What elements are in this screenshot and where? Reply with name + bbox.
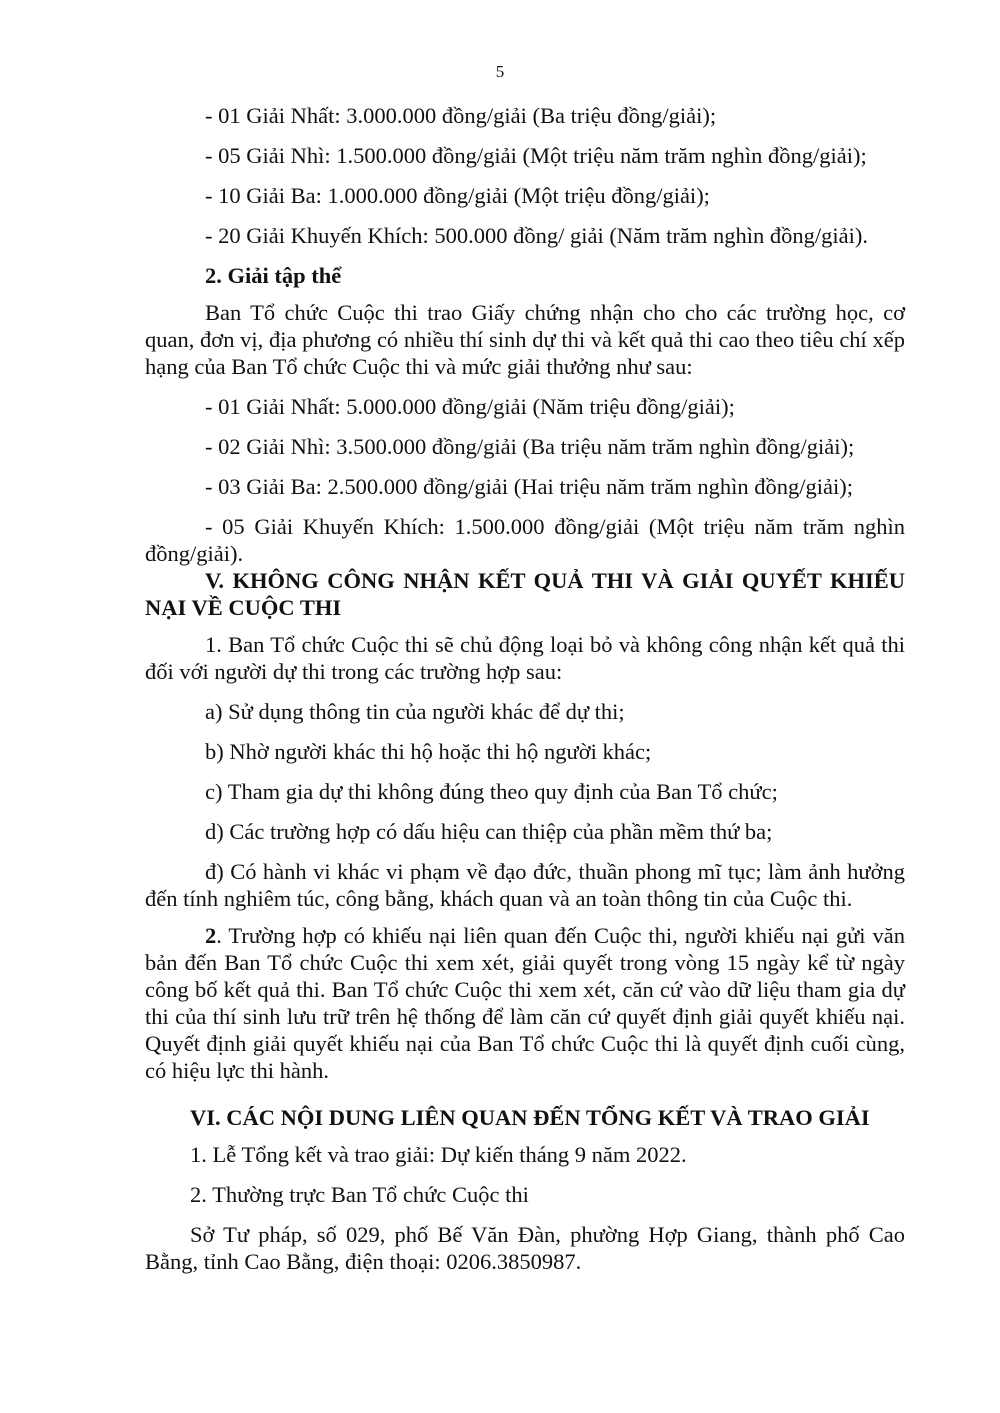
section-v-paragraph-2-text: . Trường hợp có khiếu nại liên quan đến Cuộc thi, người khiếu nại gửi văn bản đến Ban Tổ chức Cuộc thi xem xét, giải quyết trong vòng 15 ngày kể từ ngày công bố kết quả thi. Ban Tổ chức Cuộc thi xem xét, căn cứ vào dữ liệu tham gia dự thi của thí sinh lưu trữ trên hệ thống để làm căn cứ quyết định giải quyết khiếu nại. Quyết định giải quyết khiếu nại của Ban Tổ chức Cuộc thi là quyết định cuối cùng, có hiệu lực thi hành. [145,923,905,1083]
section-vi-heading: VI. CÁC NỘI DUNG LIÊN QUAN ĐẾN TỔNG KẾT VÀ TRAO GIẢI [190,1105,870,1130]
section-v-item-d: d) Các trường hợp có dấu hiệu can thiệp của phần mềm thứ ba; [205,819,773,844]
group-prize-1: - 01 Giải Nhất: 5.000.000 đồng/giải (Năm triệu đồng/giải); [205,394,735,419]
group-prize-4: - 05 Giải Khuyến Khích: 1.500.000 đồng/giải (Một triệu năm trăm nghìn đồng/giải). [145,514,905,566]
group-prize-intro: Ban Tổ chức Cuộc thi trao Giấy chứng nhận cho cho các trường học, cơ quan, đơn vị, địa phương có nhiều thí sinh dự thi và kết quả thi cao theo tiêu chí xếp hạng của Ban Tổ chức Cuộc thi và mức giải thưởng như sau: [145,300,905,379]
section-v-item-dd: đ) Có hành vi khác vi phạm về đạo đức, thuần phong mĩ tục; làm ảnh hưởng đến tính nghiêm túc, công bằng, khách quan và an toàn thông tin của Cuộc thi. [145,859,905,911]
section-v-paragraph-2-number: 2 [205,923,217,948]
section-vi-item-2: 2. Thường trực Ban Tổ chức Cuộc thi [190,1182,529,1207]
group-prize-2: - 02 Giải Nhì: 3.500.000 đồng/giải (Ba triệu năm trăm nghìn đồng/giải); [205,434,855,459]
section-v-item-a: a) Sử dụng thông tin của người khác để dự thi; [205,699,625,724]
section-vi-address: Sở Tư pháp, số 029, phố Bế Văn Đàn, phường Hợp Giang, thành phố Cao Bằng, tỉnh Cao Bằng, điện thoại: 0206.3850987. [145,1222,905,1274]
section-v-item-c: c) Tham gia dự thi không đúng theo quy định của Ban Tổ chức; [205,779,778,804]
group-prize-heading: 2. Giải tập thể [205,263,342,288]
individual-prize-3: - 10 Giải Ba: 1.000.000 đồng/giải (Một triệu đồng/giải); [205,183,710,208]
individual-prize-1: - 01 Giải Nhất: 3.000.000 đồng/giải (Ba triệu đồng/giải); [205,103,717,128]
group-prize-3: - 03 Giải Ba: 2.500.000 đồng/giải (Hai triệu năm trăm nghìn đồng/giải); [205,474,854,499]
individual-prize-2: - 05 Giải Nhì: 1.500.000 đồng/giải (Một triệu năm trăm nghìn đồng/giải); [205,143,867,168]
page-content [145,102,905,1275]
section-v-paragraph-2 [145,922,905,1084]
section-v-paragraph-1: 1. Ban Tổ chức Cuộc thi sẽ chủ động loại bỏ và không công nhận kết quả thi đối với người dự thi trong các trường hợp sau: [145,632,905,684]
section-v-item-b: b) Nhờ người khác thi hộ hoặc thi hộ người khác; [205,739,652,764]
section-vi-item-1: 1. Lễ Tổng kết và trao giải: Dự kiến tháng 9 năm 2022. [190,1142,687,1167]
individual-prize-4: - 20 Giải Khuyến Khích: 500.000 đồng/ giải (Năm trăm nghìn đồng/giải). [205,223,869,248]
section-v-heading: V. KHÔNG CÔNG NHẬN KẾT QUẢ THI VÀ GIẢI QUYẾT KHIẾU NẠI VỀ CUỘC THI [145,568,905,620]
page-number: 5 [495,62,505,81]
